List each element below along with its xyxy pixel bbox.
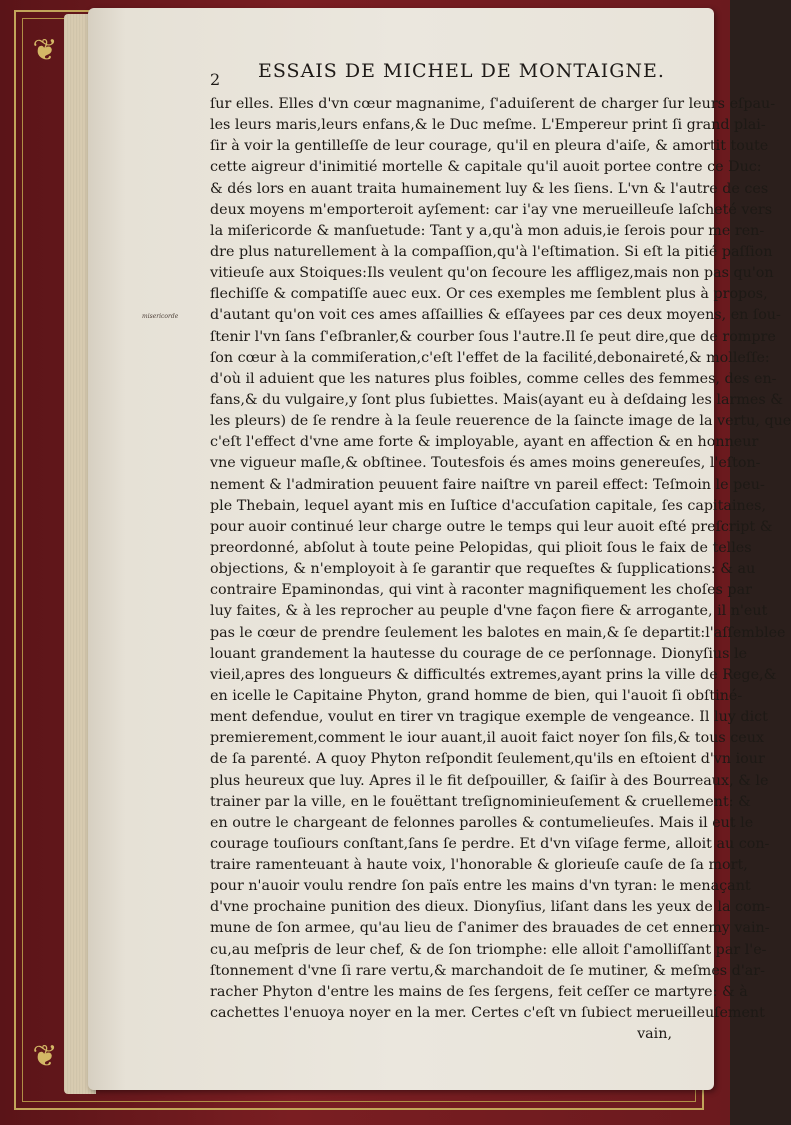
text-line: ſir à voir la gentilleſſe de leur courage, qu'il en pleura d'aiſe, & amortit toute [210, 138, 769, 155]
text-line: ple Thebain, lequel ayant mis en Iuſtice d'accuſation capitale, ſes capitaines, [210, 497, 767, 514]
text-line: louant grandement la hautesse du courage de ce perſonnage. Dionyſius le [210, 645, 748, 662]
text-line: racher Phyton d'entre les mains de ſes ſergens, feit ceſſer ce martyre: & à [210, 983, 748, 1000]
fleuron-top-icon: ❦ [32, 33, 58, 68]
text-line: pour auoir continué leur charge outre le temps qui leur auoit eſté preſcript & [210, 518, 773, 535]
text-line: la miſericorde & manſuetude: Tant y a,qu'à mon aduis,ie ſerois pour me ren- [210, 222, 765, 239]
text-line: ſtenir l'vn ſans ſ'eſbranler,& courber ſous l'autre.Il ſe peut dire,que de rompre [210, 328, 776, 345]
text-line: d'où il aduient que les natures plus foibles, comme celles des femmes, des en- [210, 370, 777, 387]
text-line: en icelle le Capitaine Phyton, grand homme de bien, qui l'auoit ſi obſtiné- [210, 687, 743, 704]
text-line: d'autant qu'on voit ces ames aſſaillies & eſſayees par ces deux moyens, en ſou- [210, 307, 781, 324]
text-line: vieil,apres des longueurs & difficultés extremes,ayant prins la ville de Rege,& [210, 666, 777, 683]
text-line: en outre le chargeant de felonnes parolles & contumelieuſes. Mais il eut le [210, 814, 754, 831]
text-line: ſon cœur à la commiſeration,c'eſt l'effet de la facilité,debonaireté,& molleſſe: [210, 349, 770, 366]
text-line: ment defendue, voulut en tirer vn tragique exemple de vengeance. Il luy dict [210, 709, 768, 726]
text-line: premierement,comment le iour auant,il auoit faict noyer ſon fils,& tous ceux [210, 730, 765, 747]
text-line: les leurs maris,leurs enfans,& le Duc meſme. L'Empereur print ſi grand plai- [210, 117, 766, 134]
text-line: les pleurs) de ſe rendre à la ſeule reuerence de la ſaincte image de la vertu, que [210, 413, 791, 430]
page-number: 2 [210, 70, 221, 89]
text-line: vain, [637, 1026, 672, 1043]
text-line: objections, & n'employoit à ſe garantir que requeſtes & ſupplications: & au [210, 561, 756, 578]
running-head: ESSAIS DE MICHEL DE MONTAIGNE. [258, 60, 665, 82]
text-line: cachettes l'enuoya noyer en la mer. Certes c'eſt vn ſubiect merueilleuſement [210, 1005, 765, 1022]
text-line: luy faites, & à les reprocher au peuple d'vne façon fiere & arrogante, il n'eut [210, 603, 768, 620]
text-line: mune de ſon armee, qu'au lieu de ſ'animer des brauades de cet ennemy vain- [210, 920, 770, 937]
text-line: dre plus naturellement à la compaſſion,qu'à l'eſtimation. Si eſt la pitié paſſion [210, 243, 773, 260]
text-line: pas le cœur de prendre ſeulement les balotes en main,& ſe departit:l'aſſemblee [210, 624, 786, 641]
text-line: d'vne prochaine punition des dieux. Dionyſius, liſant dans les yeux de la com- [210, 899, 771, 916]
text-line: contraire Epaminondas, qui vint à raconter magnifiquement les choſes par [210, 582, 752, 599]
text-line: courage touſiours conſtant,ſans ſe perdre. Et d'vn viſage ferme, alloit au con- [210, 835, 770, 852]
text-line: c'eſt l'effect d'vne ame forte & imployable, ayant en affection & en honneur [210, 434, 759, 451]
text-line: flechiſſe & compatiſſe auec eux. Or ces exemples me ſemblent plus à propos, [210, 286, 768, 303]
text-line: pour n'auoir voulu rendre ſon païs entre les mains d'vn tyran: le menaçant [210, 878, 751, 895]
fleuron-bottom-icon: ❦ [32, 1039, 58, 1074]
text-line: cette aigreur d'inimitié mortelle & capitale qu'il auoit portee contre ce Duc: [210, 159, 762, 176]
text-line: nement & l'admiration peuuent faire naiſtre vn pareil effect: Teſmoin le peu- [210, 476, 765, 493]
text-line: de ſa parenté. A quoy Phyton reſpondit ſeulement,qu'ils en eſtoient d'vn iour [210, 751, 765, 768]
text-line: & dés lors en auant traita humainement luy & les ſiens. L'vn & l'autre de ces [210, 180, 769, 197]
text-line: ſur elles. Elles d'vn cœur magnanime, ſ'aduiſerent de charger ſur leurs eſpau- [210, 96, 776, 112]
body-text [210, 94, 791, 1045]
text-line: plus heureux que luy. Apres il le fit deſpouiller, & ſaiſir à des Bourreaux, & le [210, 772, 769, 789]
margin-note: misericorde [142, 313, 179, 320]
text-line: ſtonnement d'vne ſi rare vertu,& marchandoit de ſe mutiner, & meſmes d'ar- [210, 962, 765, 979]
text-line: cu,au meſpris de leur chef, & de ſon triomphe: elle alloit ſ'amolliſſant par l'e- [210, 941, 767, 958]
text-line: deux moyens m'emporteroit ayſement: car i'ay vne merueilleuſe laſcheté vers [210, 201, 773, 218]
text-line: vne vigueur maſle,& obſtinee. Toutesfois és ames moins genereuſes, l'eſton- [210, 455, 761, 472]
text-line: vitieuſe aux Stoiques:Ils veulent qu'on ſecoure les affligez,mais non pas qu'on [210, 265, 774, 282]
text-line: trainer par la ville, en le fouëttant treſignominieuſement & cruellement: & [210, 793, 751, 810]
text-line: preordonné, abſolut à toute peine Pelopidas, qui plioit ſous le faix de telles [210, 539, 752, 556]
text-line: fans,& du vulgaire,y ſont plus ſubiettes. Mais(ayant eu à deſdaing les larmes & [210, 391, 783, 408]
text-line: traire ramenteuant à haute voix, l'honorable & glorieuſe cauſe de ſa mort, [210, 857, 748, 874]
